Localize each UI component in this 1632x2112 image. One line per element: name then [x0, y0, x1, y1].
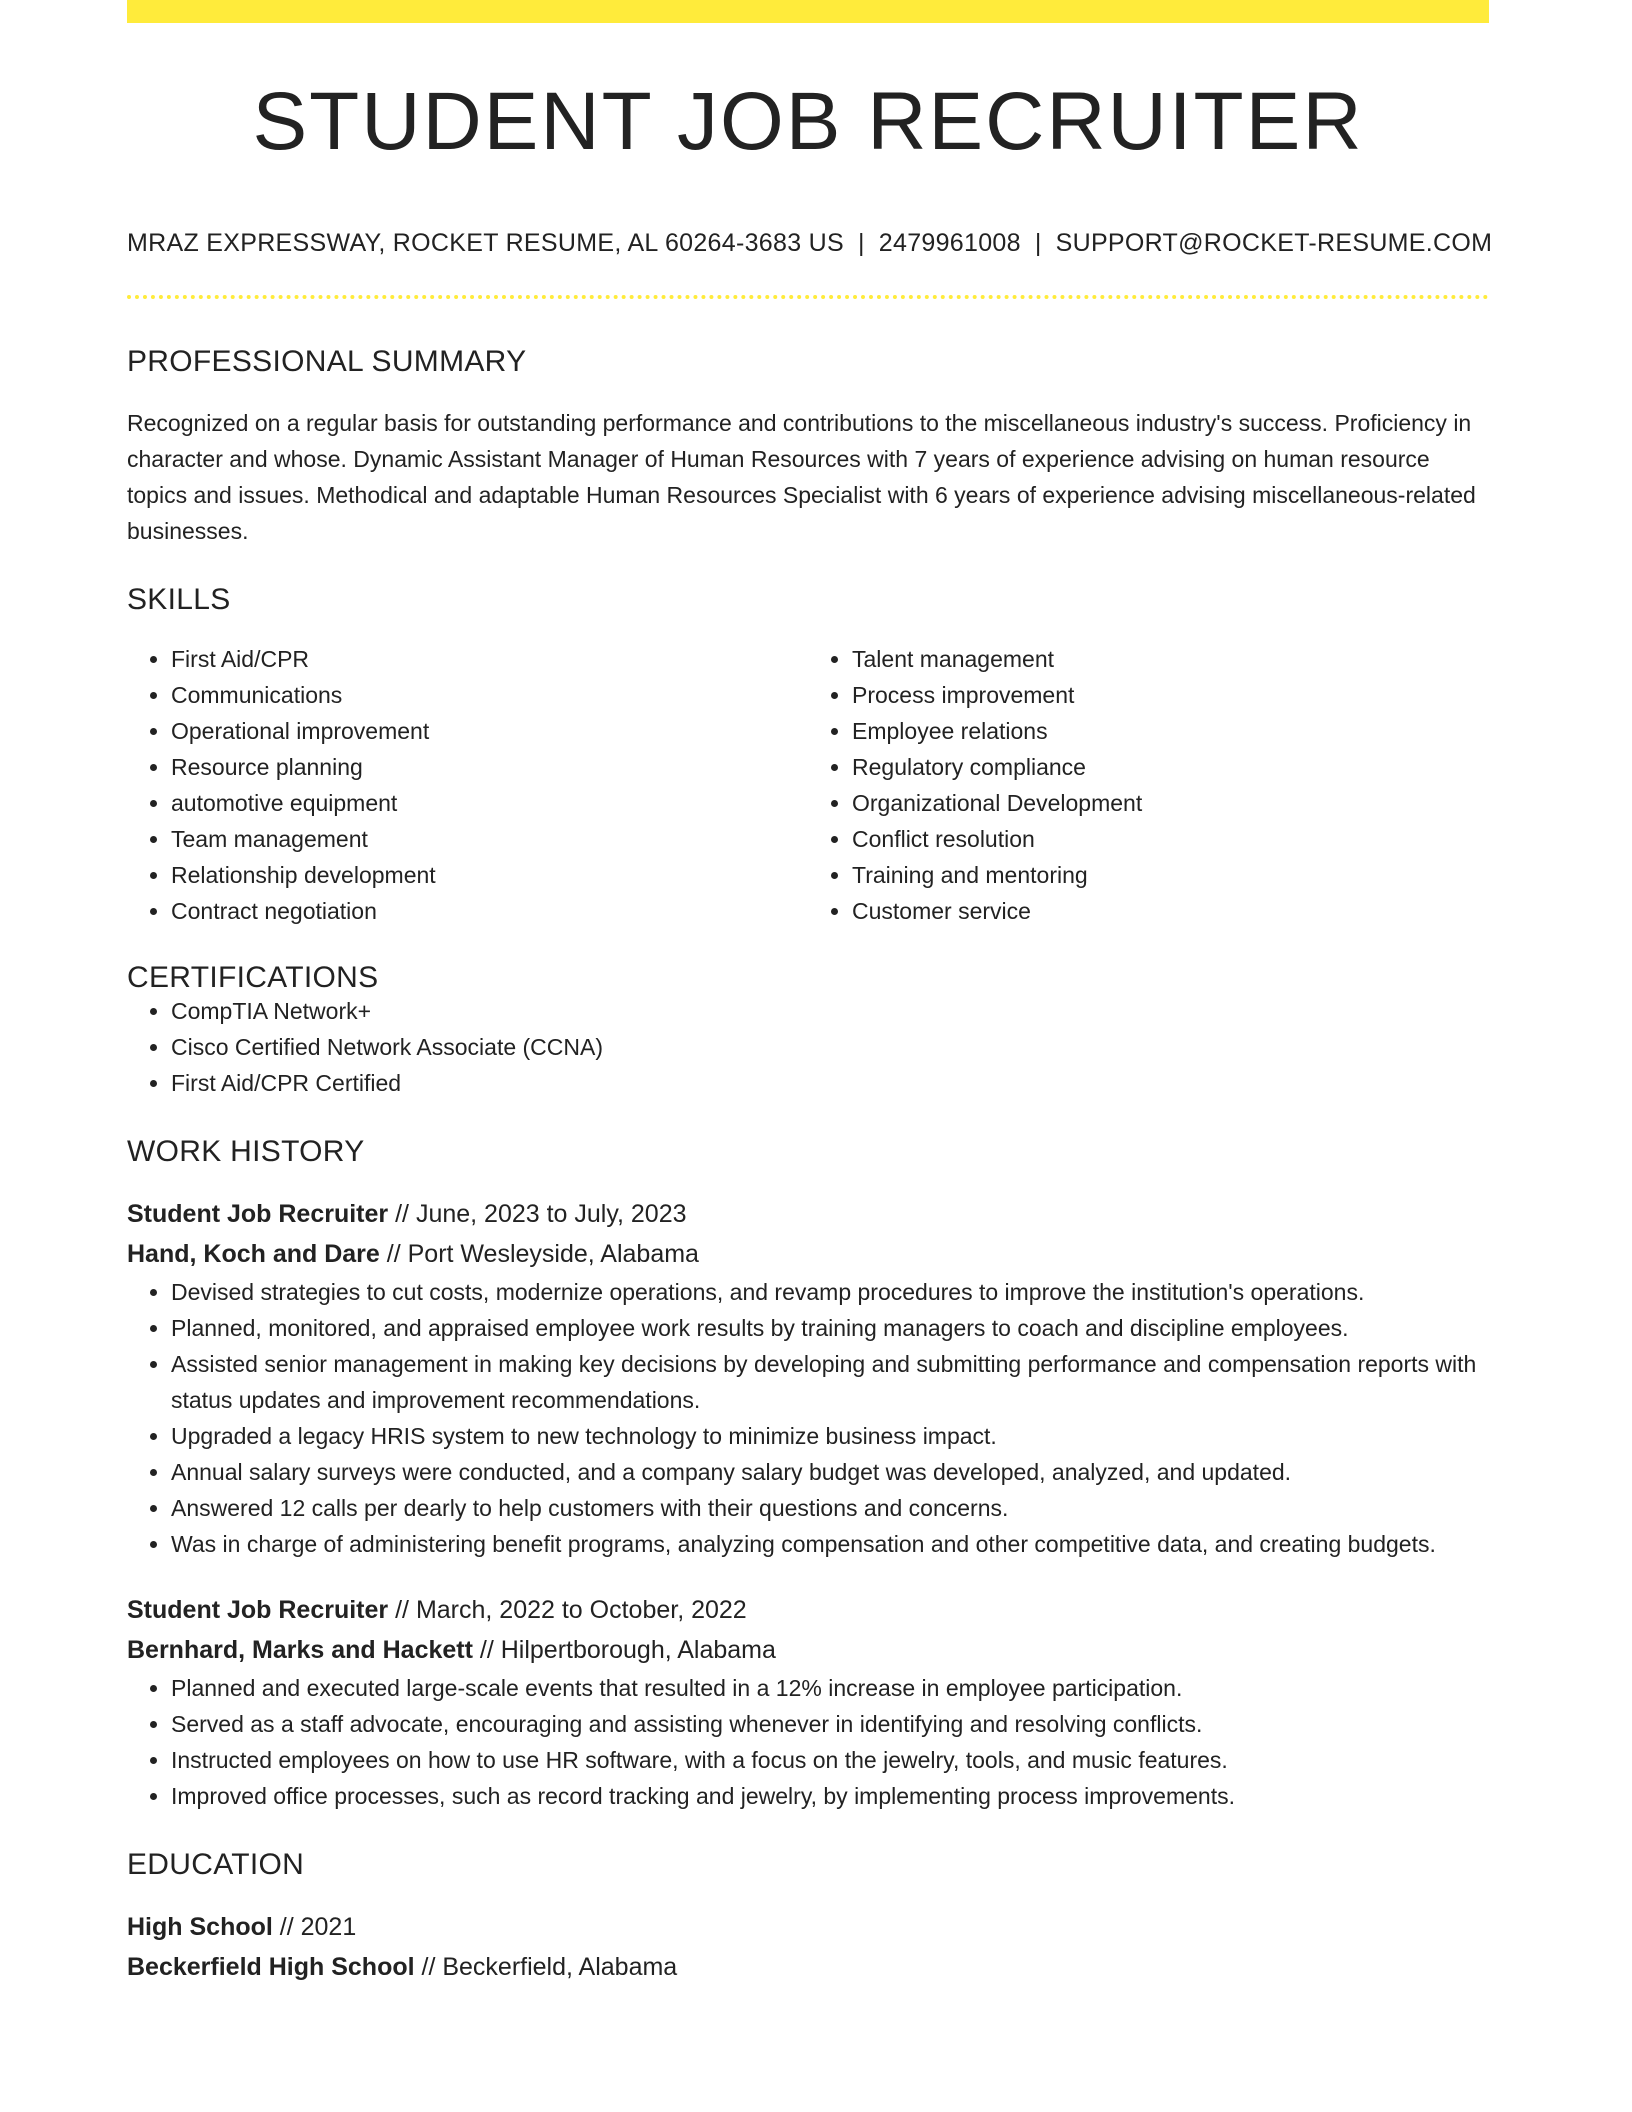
skill-item: • Talent management — [852, 641, 1489, 677]
contact-separator: | — [1034, 229, 1042, 257]
skill-item: • Organizational Development — [852, 785, 1489, 821]
skills-heading: SKILLS — [127, 583, 231, 616]
summary-text: Recognized on a regular basis for outstanding performance and contributions to the miscellaneous industry's success. Proficiency in character and whose. Dynamic Assistant Manager of Human Resources with 7 years of experience advising on human resource topics and issues. Methodical and adaptable Human Resources Specialist with 6 years of experience advising miscellaneous-related businesses. — [127, 410, 1476, 544]
skill-item: • Resource planning — [171, 749, 808, 785]
work-history-heading: WORK HISTORY — [127, 1135, 365, 1168]
dotted-divider — [127, 295, 1489, 299]
certification-item: • CompTIA Network+ — [171, 993, 1489, 1029]
skill-item: • Regulatory compliance — [852, 749, 1489, 785]
job-duty: • Annual salary surveys were conducted, and a company salary budget was developed, analyzed, and updated. — [171, 1454, 1489, 1490]
job-duty: • Planned, monitored, and appraised employee work results by training managers to coach and discipline employees. — [171, 1310, 1489, 1346]
certification-item: • First Aid/CPR Certified — [171, 1065, 1489, 1101]
job-dates: // June, 2023 to July, 2023 — [388, 1200, 687, 1228]
certifications-list — [127, 993, 1489, 1101]
skill-item: • First Aid/CPR — [171, 641, 808, 677]
job-location: // Port Wesleyside, Alabama — [379, 1240, 699, 1268]
skill-item: • Customer service — [852, 893, 1489, 929]
resume-name: STUDENT JOB RECRUITER — [252, 76, 1364, 167]
job-duties-list — [127, 1670, 1489, 1814]
skill-item: • Training and mentoring — [852, 857, 1489, 893]
summary-heading: PROFESSIONAL SUMMARY — [127, 345, 527, 378]
job-dates: // March, 2022 to October, 2022 — [388, 1596, 747, 1624]
job-entry — [127, 1590, 1489, 1814]
skill-item: • Conflict resolution — [852, 821, 1489, 857]
job-duty: • Upgraded a legacy HRIS system to new technology to minimize business impact. — [171, 1418, 1489, 1454]
job-duty: • Planned and executed large-scale events that resulted in a 12% increase in employee participation. — [171, 1670, 1489, 1706]
job-duty: • Assisted senior management in making key decisions by developing and submitting performance and compensation reports with status updates and improvement recommendations. — [171, 1346, 1489, 1418]
contact-line — [127, 229, 1493, 257]
education-school: Beckerfield High School — [127, 1953, 415, 1981]
contact-separator: | — [857, 229, 865, 257]
education-school-line — [127, 1947, 1489, 1987]
job-entry — [127, 1194, 1489, 1562]
certification-item: • Cisco Certified Network Associate (CCNA) — [171, 1029, 1489, 1065]
skill-item: • Relationship development — [171, 857, 808, 893]
skill-item: • automotive equipment — [171, 785, 808, 821]
job-duty: • Answered 12 calls per dearly to help customers with their questions and concerns. — [171, 1490, 1489, 1526]
skill-item: • Operational improvement — [171, 713, 808, 749]
job-company-line — [127, 1234, 1489, 1274]
accent-top-bar — [127, 0, 1489, 23]
contact-email: SUPPORT@ROCKET-RESUME.COM — [1055, 229, 1493, 257]
education-year: // 2021 — [272, 1913, 357, 1941]
skills-columns — [127, 641, 1489, 929]
skill-item: • Team management — [171, 821, 808, 857]
job-duty: • Served as a staff advocate, encouraging and assisting whenever in identifying and resolving conflicts. — [171, 1706, 1489, 1742]
job-role: Student Job Recruiter — [127, 1200, 389, 1228]
job-duty: • Devised strategies to cut costs, modernize operations, and revamp procedures to improve the institution's operations. — [171, 1274, 1489, 1310]
contact-address: MRAZ EXPRESSWAY, ROCKET RESUME, AL 60264-3683 US — [127, 229, 844, 257]
skill-item: • Employee relations — [852, 713, 1489, 749]
job-role-line — [127, 1590, 1489, 1630]
job-location: // Hilpertborough, Alabama — [472, 1636, 776, 1664]
contact-phone: 2479961008 — [878, 229, 1021, 257]
skill-item: • Communications — [171, 677, 808, 713]
skills-list-right — [808, 641, 1489, 929]
job-duty: • Was in charge of administering benefit programs, analyzing compensation and other competitive data, and creating budgets. — [171, 1526, 1489, 1562]
job-role-line — [127, 1194, 1489, 1234]
resume-page — [127, 0, 1493, 1987]
job-duty: • Improved office processes, such as record tracking and jewelry, by implementing process improvements. — [171, 1778, 1489, 1814]
education-degree: High School — [127, 1913, 273, 1941]
job-company-line — [127, 1630, 1489, 1670]
skill-item: • Process improvement — [852, 677, 1489, 713]
job-company: Bernhard, Marks and Hackett — [127, 1636, 473, 1664]
job-company: Hand, Koch and Dare — [127, 1240, 380, 1268]
education-entry — [127, 1907, 1489, 1987]
skills-list-left — [127, 641, 808, 929]
job-duty: • Instructed employees on how to use HR software, with a focus on the jewelry, tools, and music features. — [171, 1742, 1489, 1778]
skill-item: • Contract negotiation — [171, 893, 808, 929]
job-duties-list — [127, 1274, 1489, 1562]
education-heading: EDUCATION — [127, 1848, 305, 1881]
education-degree-line — [127, 1907, 1489, 1947]
education-location: // Beckerfield, Alabama — [414, 1953, 678, 1981]
job-role: Student Job Recruiter — [127, 1596, 389, 1624]
certifications-heading: CERTIFICATIONS — [127, 961, 379, 994]
